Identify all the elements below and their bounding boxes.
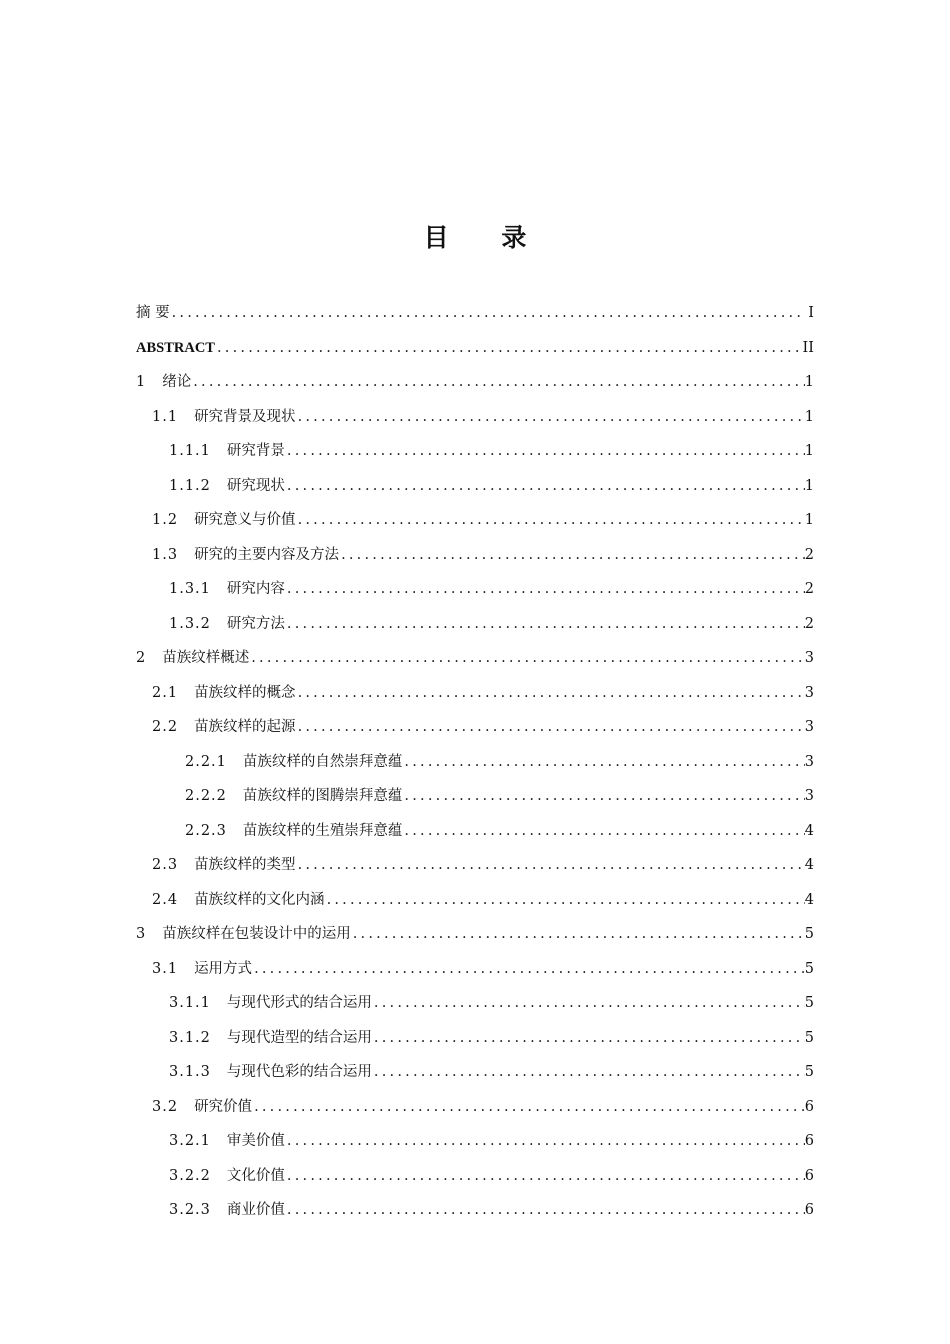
toc-entry-label: 研究背景 xyxy=(226,443,285,459)
table-of-contents xyxy=(136,296,814,1228)
toc-entry[interactable] xyxy=(136,538,814,573)
toc-entry-label: 与现代色彩的结合运用 xyxy=(226,1064,372,1080)
toc-entry-page-number: 6 xyxy=(804,1098,814,1115)
dot-leader xyxy=(285,469,805,504)
toc-entry-number: 2.4 xyxy=(152,891,179,908)
toc-entry-number: 3.2.1 xyxy=(169,1133,211,1149)
toc-entry-number: 2.2.3 xyxy=(185,822,227,839)
toc-entry-number: 2.1 xyxy=(152,684,179,701)
toc-entry-number: 2.2.2 xyxy=(185,788,227,804)
toc-entry-page-number: 2 xyxy=(804,581,814,597)
toc-entry-number: 2 xyxy=(136,650,147,666)
toc-entry-label: 研究内容 xyxy=(226,581,285,597)
toc-entry-page-number: 5 xyxy=(804,1029,814,1046)
dot-leader xyxy=(285,1193,805,1228)
page-title: 目 录 xyxy=(423,223,549,252)
dot-leader xyxy=(372,1021,805,1056)
dot-leader xyxy=(372,986,805,1021)
toc-entry[interactable] xyxy=(136,676,814,711)
dot-leader xyxy=(339,538,805,573)
toc-entry-page-number: 4 xyxy=(804,891,814,908)
toc-entry-label: 研究方法 xyxy=(226,615,285,632)
toc-entry[interactable] xyxy=(136,986,814,1021)
toc-entry-number: 3 xyxy=(136,926,147,942)
toc-entry[interactable] xyxy=(136,607,814,642)
toc-entry-page-number: 1 xyxy=(804,443,814,459)
toc-entry-page-number: 1 xyxy=(804,477,814,494)
toc-entry-page-number: II xyxy=(802,339,814,356)
toc-entry-page-number: 3 xyxy=(804,788,814,804)
toc-entry-number: 2.2 xyxy=(152,719,179,735)
toc-entry-label: 绪论 xyxy=(162,374,192,390)
toc-entry-number: 1.2 xyxy=(152,512,179,528)
toc-entry-number: 3.1 xyxy=(152,960,179,977)
toc-entry-label: 审美价值 xyxy=(226,1133,285,1149)
toc-entry[interactable] xyxy=(136,917,814,952)
toc-entry-label: 研究的主要内容及方法 xyxy=(194,546,340,563)
toc-entry[interactable] xyxy=(136,503,814,538)
toc-entry-number: 1.3 xyxy=(152,546,179,563)
toc-entry-page-number: 1 xyxy=(804,374,814,390)
toc-entry[interactable] xyxy=(136,1021,814,1056)
toc-entry[interactable] xyxy=(136,1193,814,1228)
toc-entry-label: 商业价值 xyxy=(226,1202,285,1218)
toc-entry-page-number: 5 xyxy=(804,995,814,1011)
toc-entry-label: 苗族纹样的类型 xyxy=(194,857,296,873)
toc-entry-label: 苗族纹样的概念 xyxy=(194,684,296,701)
dot-leader xyxy=(191,365,805,400)
toc-entry-label: 苗族纹样的文化内涵 xyxy=(194,891,325,908)
toc-entry-label: 苗族纹样概述 xyxy=(162,650,250,666)
toc-entry-label: 研究背景及现状 xyxy=(194,408,296,425)
toc-entry[interactable] xyxy=(136,296,814,331)
toc-entry-page-number: 3 xyxy=(804,650,814,666)
toc-entry-page-number: 2 xyxy=(804,546,814,563)
toc-entry[interactable] xyxy=(136,745,814,780)
toc-entry[interactable] xyxy=(136,572,814,607)
toc-entry-label: 苗族纹样的生殖崇拜意蕴 xyxy=(242,822,403,839)
toc-entry-label: 摘 要 xyxy=(136,305,170,321)
toc-entry-label: 苗族纹样的自然崇拜意蕴 xyxy=(242,753,403,770)
toc-entry-number: 3.1.1 xyxy=(169,995,211,1011)
toc-entry-page-number: 1 xyxy=(804,512,814,528)
toc-entry[interactable] xyxy=(136,400,814,435)
dot-leader xyxy=(285,607,805,642)
toc-entry-page-number: 6 xyxy=(804,1167,814,1184)
toc-entry[interactable] xyxy=(136,848,814,883)
toc-entry-label: ABSTRACT xyxy=(136,339,215,356)
toc-entry-page-number: 4 xyxy=(804,822,814,839)
toc-entry-label: 研究意义与价值 xyxy=(194,512,296,528)
toc-entry-number: 1.1.2 xyxy=(169,477,211,494)
toc-entry[interactable] xyxy=(136,952,814,987)
dot-leader xyxy=(249,641,805,676)
toc-entry-number: 3.1.2 xyxy=(169,1029,211,1046)
dot-leader xyxy=(325,883,805,918)
toc-entry-number: 1.1.1 xyxy=(169,443,211,459)
toc-entry-page-number: 3 xyxy=(804,684,814,701)
toc-entry[interactable] xyxy=(136,1159,814,1194)
toc-entry[interactable] xyxy=(136,1090,814,1125)
toc-entry-label: 苗族纹样的图腾崇拜意蕴 xyxy=(242,788,403,804)
dot-leader xyxy=(372,1055,805,1090)
dot-leader xyxy=(402,814,804,849)
toc-entry-number: 1 xyxy=(136,374,147,390)
dot-leader xyxy=(296,503,805,538)
dot-leader xyxy=(296,710,805,745)
toc-entry[interactable] xyxy=(136,710,814,745)
dot-leader xyxy=(351,917,805,952)
toc-entry-page-number: 5 xyxy=(804,1064,814,1080)
dot-leader xyxy=(285,1159,805,1194)
toc-entry-number: 3.1.3 xyxy=(169,1064,211,1080)
toc-entry-page-number: 4 xyxy=(804,857,814,873)
toc-entry[interactable] xyxy=(136,1124,814,1159)
toc-entry-page-number: 6 xyxy=(804,1133,814,1149)
dot-leader xyxy=(285,572,805,607)
toc-entry-label: 运用方式 xyxy=(194,960,253,977)
toc-entry-label: 研究价值 xyxy=(194,1098,253,1115)
toc-entry-page-number: 6 xyxy=(804,1202,814,1218)
dot-leader xyxy=(285,434,805,469)
dot-leader xyxy=(296,676,805,711)
toc-entry[interactable] xyxy=(136,779,814,814)
toc-entry-label: 与现代形式的结合运用 xyxy=(226,995,372,1011)
toc-entry-label: 与现代造型的结合运用 xyxy=(226,1029,372,1046)
toc-entry[interactable] xyxy=(136,1055,814,1090)
toc-entry-number: 3.2.3 xyxy=(169,1202,211,1218)
toc-entry-number: 3.2.2 xyxy=(169,1167,211,1184)
dot-leader xyxy=(252,1090,805,1125)
toc-entry-number: 2.3 xyxy=(152,857,179,873)
dot-leader xyxy=(296,848,805,883)
toc-entry[interactable] xyxy=(136,641,814,676)
dot-leader xyxy=(170,296,805,331)
toc-entry[interactable] xyxy=(136,883,814,918)
toc-entry-label: 研究现状 xyxy=(226,477,285,494)
dot-leader xyxy=(402,779,804,814)
toc-entry-page-number: 3 xyxy=(804,719,814,735)
toc-entry-page-number: 2 xyxy=(804,615,814,632)
toc-entry-number: 1.3.2 xyxy=(169,615,211,632)
dot-leader xyxy=(285,1124,805,1159)
toc-entry[interactable] xyxy=(136,469,814,504)
toc-entry-label: 苗族纹样的起源 xyxy=(194,719,296,735)
toc-entry-page-number: 5 xyxy=(804,926,814,942)
toc-entry[interactable] xyxy=(136,365,814,400)
dot-leader xyxy=(296,400,805,435)
toc-entry[interactable] xyxy=(136,331,814,366)
toc-entry-page-number: 5 xyxy=(804,960,814,977)
dot-leader xyxy=(402,745,804,780)
toc-entry[interactable] xyxy=(136,434,814,469)
toc-entry-page-number: 3 xyxy=(804,753,814,770)
toc-entry-number: 1.1 xyxy=(152,408,179,425)
toc-entry-number: 2.2.1 xyxy=(185,753,227,770)
toc-entry-number: 1.3.1 xyxy=(169,581,211,597)
toc-entry-page-number: I xyxy=(808,305,814,321)
toc-entry-label: 苗族纹样在包装设计中的运用 xyxy=(162,926,351,942)
toc-entry-page-number: 1 xyxy=(804,408,814,425)
toc-entry-label: 文化价值 xyxy=(226,1167,285,1184)
toc-entry-number: 3.2 xyxy=(152,1098,179,1115)
toc-entry[interactable] xyxy=(136,814,814,849)
dot-leader xyxy=(252,952,805,987)
dot-leader xyxy=(215,331,803,366)
